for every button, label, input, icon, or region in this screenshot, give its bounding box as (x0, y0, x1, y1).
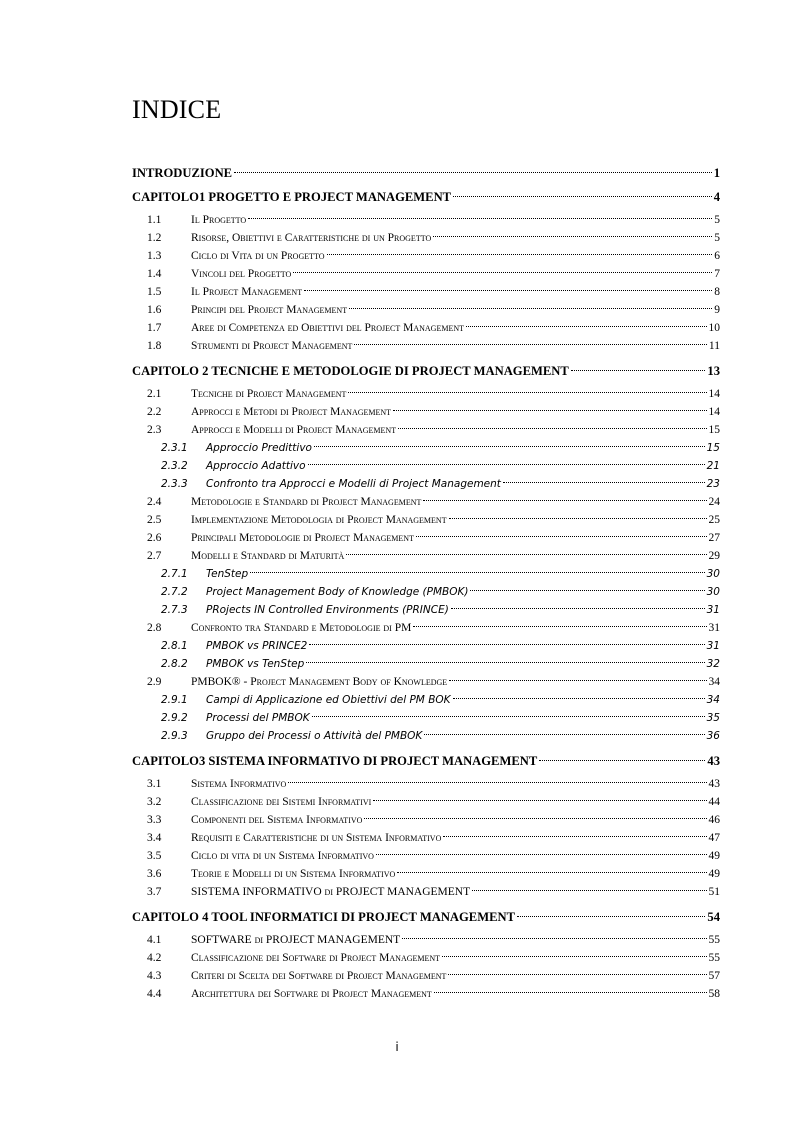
toc-section-entry[interactable] (132, 304, 720, 322)
toc-entry-title: Campi di Applicazione ed Obiettivi del PM BOK (206, 694, 451, 706)
toc-subsection-entry[interactable] (132, 478, 720, 496)
toc-entry-page: 44 (708, 796, 720, 808)
toc-entry-number: 2.8 (147, 622, 162, 634)
dot-leader (402, 937, 706, 939)
toc-entry-number: 1.5 (147, 286, 162, 298)
toc-entry-title: Project Management Body of Knowledge (PMBOK) (206, 586, 469, 598)
toc-entry-page: 36 (706, 730, 720, 742)
toc-entry-page: 35 (706, 712, 720, 724)
toc-entry-number: 2.9 (147, 676, 162, 688)
toc-chapter-entry[interactable] (132, 166, 720, 184)
dot-leader (451, 607, 705, 609)
toc-entry-page: 29 (708, 550, 720, 562)
toc-entry-number: 2.7.1 (161, 568, 188, 580)
toc-entry-title: Il Progetto (191, 214, 247, 226)
dot-leader (453, 195, 712, 197)
page-number: i (395, 1040, 399, 1054)
toc-section-entry[interactable] (132, 850, 720, 868)
dot-leader (312, 715, 705, 717)
toc-entry-number: 3.4 (147, 832, 162, 844)
toc-section-entry[interactable] (132, 406, 720, 424)
toc-entry-number: 2.5 (147, 514, 162, 526)
dot-leader (373, 799, 706, 801)
toc-entry-page: 7 (714, 268, 720, 280)
toc-entry-title: Aree di Competenza ed Obiettivi del Project Management (191, 322, 464, 334)
toc-entry-title: Criteri di Scelta dei Software di Project Management (191, 970, 447, 982)
dot-leader (397, 871, 706, 873)
dot-leader (308, 463, 705, 465)
toc-chapter-entry[interactable] (132, 190, 720, 208)
toc-section-entry[interactable] (132, 814, 720, 832)
toc-section-entry[interactable] (132, 622, 720, 640)
toc-entry-title: Approccio Predittivo (206, 442, 312, 454)
toc-section-entry[interactable] (132, 340, 720, 358)
toc-entry-title: CAPITOLO 4 TOOL INFORMATICI DI PROJECT MANAGEMENT (132, 910, 515, 924)
toc-section-entry[interactable] (132, 214, 720, 232)
toc-entry-number: 1.7 (147, 322, 162, 334)
dot-leader (293, 271, 712, 273)
toc-section-entry[interactable] (132, 424, 720, 442)
toc-entry-number: 2.7.3 (161, 604, 188, 616)
toc-entry-number: 2.3.3 (161, 478, 188, 490)
toc-entry-number: 3.7 (147, 886, 162, 898)
toc-entry-title: Approcci e Metodi di Project Management (191, 406, 392, 418)
dot-leader (539, 759, 705, 761)
toc-entry-number: 1.8 (147, 340, 162, 352)
toc-entry-page: 4 (713, 190, 720, 204)
dot-leader (346, 553, 706, 555)
toc-section-entry[interactable] (132, 676, 720, 694)
toc-subsection-entry[interactable] (132, 604, 720, 622)
dot-leader (453, 697, 705, 699)
toc-subsection-entry[interactable] (132, 568, 720, 586)
toc-entry-title: PRojects IN Controlled Environments (PRINCE) (206, 604, 449, 616)
dot-leader (306, 661, 704, 663)
toc-section-entry[interactable] (132, 988, 720, 1006)
toc-entry-number: 4.3 (147, 970, 162, 982)
toc-entry-page: 55 (708, 934, 720, 946)
toc-subsection-entry[interactable] (132, 442, 720, 460)
toc-entry-title: Requisiti e Caratteristiche di un Sistema Informativo (191, 832, 442, 844)
dot-leader (393, 409, 706, 411)
toc-section-entry[interactable] (132, 832, 720, 850)
dot-leader (424, 733, 704, 735)
toc-subsection-entry[interactable] (132, 694, 720, 712)
toc-entry-page: 57 (708, 970, 720, 982)
dot-leader (470, 589, 704, 591)
toc-entry-title: Architettura dei Software di Project Management (191, 988, 432, 1000)
toc-entry-page: 21 (706, 460, 720, 472)
toc-entry-title: Strumenti di Project Management (191, 340, 353, 352)
dot-leader (314, 445, 705, 447)
toc-entry-page: 5 (714, 214, 720, 226)
toc-section-entry[interactable] (132, 532, 720, 550)
toc-section-entry[interactable] (132, 322, 720, 340)
page-title: INDICE (132, 95, 222, 124)
dot-leader (472, 889, 706, 891)
toc-entry-page: 34 (706, 694, 720, 706)
toc-entry-number: 2.9.1 (161, 694, 188, 706)
dot-leader (309, 643, 704, 645)
toc-entry-page: 31 (706, 604, 720, 616)
toc-entry-page: 43 (708, 778, 720, 790)
toc-entry-page: 6 (714, 250, 720, 262)
dot-leader (449, 517, 707, 519)
toc-entry-title: SOFTWARE di PROJECT MANAGEMENT (191, 934, 401, 946)
toc-entry-number: 2.6 (147, 532, 162, 544)
toc-section-entry[interactable] (132, 388, 720, 406)
toc-entry-title: Teorie e Modelli di un Sistema Informativo (191, 868, 396, 880)
toc-entry-title: Principali Metodologie di Project Management (191, 532, 414, 544)
dot-leader (376, 853, 707, 855)
toc-section-entry[interactable] (132, 934, 720, 952)
toc-entry-number: 4.1 (147, 934, 162, 946)
toc-entry-title: SISTEMA INFORMATIVO di PROJECT MANAGEMENT (191, 886, 471, 898)
toc-entry-title: INTRODUZIONE (132, 166, 233, 180)
dot-leader (288, 781, 706, 783)
toc-entry-title: Confronto tra Standard e Metodologie di PM (191, 622, 412, 634)
toc-entry-title: Metodologie e Standard di Project Management (191, 496, 422, 508)
toc-entry-number: 4.2 (147, 952, 162, 964)
toc-entry-title: Processi del PMBOK (206, 712, 310, 724)
dot-leader (443, 835, 706, 837)
toc-chapter-entry[interactable] (132, 910, 720, 928)
toc-entry-page: 32 (706, 658, 720, 670)
toc-entry-title: Principi del Project Management (191, 304, 348, 316)
toc-entry-number: 3.1 (147, 778, 162, 790)
toc-entry-title: TenStep (206, 568, 249, 580)
toc-entry-number: 2.8.1 (161, 640, 188, 652)
toc-entry-title: CAPITOLO3 SISTEMA INFORMATIVO DI PROJECT MANAGEMENT (132, 754, 538, 768)
toc-entry-page: 1 (713, 166, 720, 180)
table-of-contents (132, 160, 720, 1006)
toc-entry-title: Gruppo dei Processi o Attività del PMBOK (206, 730, 423, 742)
toc-entry-page: 10 (708, 322, 720, 334)
toc-entry-number: 3.5 (147, 850, 162, 862)
dot-leader (250, 571, 704, 573)
toc-entry-number: 2.7.2 (161, 586, 188, 598)
toc-entry-page: 15 (706, 442, 720, 454)
toc-entry-title: Tecniche di Project Management (191, 388, 347, 400)
toc-entry-page: 58 (708, 988, 720, 1000)
toc-entry-page: 51 (708, 886, 720, 898)
dot-leader (466, 325, 707, 327)
toc-entry-number: 2.9.2 (161, 712, 188, 724)
dot-leader (304, 289, 712, 291)
toc-entry-number: 2.3.2 (161, 460, 188, 472)
toc-entry-page: 27 (708, 532, 720, 544)
toc-entry-page: 13 (707, 364, 720, 378)
toc-entry-page: 46 (708, 814, 720, 826)
dot-leader (442, 955, 706, 957)
dot-leader (398, 427, 706, 429)
toc-entry-page: 11 (708, 340, 720, 352)
dot-leader (416, 535, 707, 537)
toc-entry-number: 2.4 (147, 496, 162, 508)
toc-entry-title: Risorse, Obiettivi e Caratteristiche di un Progetto (191, 232, 432, 244)
toc-entry-title: Ciclo di vita di un Sistema Informativo (191, 850, 374, 862)
toc-entry-title: Modelli e Standard di Maturità (191, 550, 345, 562)
toc-entry-title: Ciclo di Vita di un Progetto (191, 250, 325, 262)
toc-entry-title: Il Project Management (191, 286, 303, 298)
toc-entry-number: 3.3 (147, 814, 162, 826)
toc-chapter-entry[interactable] (132, 364, 720, 382)
toc-section-entry[interactable] (132, 952, 720, 970)
toc-entry-page: 14 (708, 406, 720, 418)
toc-subsection-entry[interactable] (132, 730, 720, 748)
toc-entry-number: 1.1 (147, 214, 162, 226)
toc-section-entry[interactable] (132, 970, 720, 988)
toc-entry-page: 47 (708, 832, 720, 844)
toc-subsection-entry[interactable] (132, 586, 720, 604)
toc-section-entry[interactable] (132, 550, 720, 568)
toc-entry-number: 3.6 (147, 868, 162, 880)
toc-entry-page: 25 (708, 514, 720, 526)
toc-entry-page: 30 (706, 568, 720, 580)
toc-entry-page: 49 (708, 850, 720, 862)
toc-entry-number: 2.9.3 (161, 730, 188, 742)
toc-entry-number: 2.8.2 (161, 658, 188, 670)
toc-section-entry[interactable] (132, 514, 720, 532)
toc-entry-page: 54 (707, 910, 720, 924)
toc-entry-title: Confronto tra Approcci e Modelli di Project Management (206, 478, 501, 490)
toc-section-entry[interactable] (132, 232, 720, 250)
toc-section-entry[interactable] (132, 496, 720, 514)
toc-section-entry[interactable] (132, 886, 720, 904)
dot-leader (349, 307, 712, 309)
dot-leader (413, 625, 706, 627)
toc-entry-title: CAPITOLO1 PROGETTO E PROJECT MANAGEMENT (132, 190, 452, 204)
toc-subsection-entry[interactable] (132, 640, 720, 658)
toc-entry-page: 31 (708, 622, 720, 634)
toc-entry-number: 2.2 (147, 406, 162, 418)
toc-entry-title: Classificazione dei Sistemi Informativi (191, 796, 372, 808)
dot-leader (503, 481, 705, 483)
toc-entry-number: 1.6 (147, 304, 162, 316)
toc-entry-page: 31 (706, 640, 720, 652)
toc-entry-number: 2.3 (147, 424, 162, 436)
toc-section-entry[interactable] (132, 268, 720, 286)
toc-entry-title: CAPITOLO 2 TECNICHE E METODOLOGIE DI PROJECT MANAGEMENT (132, 364, 569, 378)
toc-entry-page: 23 (706, 478, 720, 490)
toc-section-entry[interactable] (132, 250, 720, 268)
toc-subsection-entry[interactable] (132, 712, 720, 730)
toc-entry-number: 4.4 (147, 988, 162, 1000)
toc-entry-page: 24 (708, 496, 720, 508)
toc-entry-title: PMBOK vs PRINCE2 (206, 640, 308, 652)
toc-entry-page: 43 (707, 754, 720, 768)
toc-entry-title: Implementazione Metodologia di Project Management (191, 514, 447, 526)
dot-leader (248, 217, 712, 219)
toc-entry-title: Approcci e Modelli di Project Management (191, 424, 397, 436)
dot-leader (234, 171, 712, 173)
toc-entry-title: PMBOK® - Project Management Body of Knowledge (191, 676, 448, 688)
dot-leader (364, 817, 706, 819)
dot-leader (517, 915, 705, 917)
dot-leader (571, 369, 706, 371)
toc-entry-number: 2.1 (147, 388, 162, 400)
toc-section-entry[interactable] (132, 778, 720, 796)
toc-entry-page: 14 (708, 388, 720, 400)
dot-leader (433, 235, 712, 237)
toc-entry-title: Classificazione dei Software di Project Management (191, 952, 441, 964)
dot-leader (348, 391, 706, 393)
toc-entry-page: 30 (706, 586, 720, 598)
toc-entry-number: 2.3.1 (161, 442, 188, 454)
toc-entry-number: 1.2 (147, 232, 162, 244)
toc-entry-page: 5 (714, 232, 720, 244)
dot-leader (354, 343, 707, 345)
toc-chapter-entry[interactable] (132, 754, 720, 772)
toc-entry-title: Approccio Adattivo (206, 460, 306, 472)
toc-entry-title: Vincoli del Progetto (191, 268, 292, 280)
dot-leader (327, 253, 713, 255)
dot-leader (448, 973, 706, 975)
toc-entry-title: Componenti del Sistema Informativo (191, 814, 363, 826)
toc-subsection-entry[interactable] (132, 460, 720, 478)
toc-entry-page: 15 (708, 424, 720, 436)
toc-entry-page: 49 (708, 868, 720, 880)
toc-entry-title: PMBOK vs TenStep (206, 658, 305, 670)
toc-entry-number: 3.2 (147, 796, 162, 808)
toc-entry-number: 1.3 (147, 250, 162, 262)
dot-leader (434, 991, 707, 993)
toc-entry-page: 8 (714, 286, 720, 298)
toc-entry-title: Sistema Informativo (191, 778, 287, 790)
toc-section-entry[interactable] (132, 286, 720, 304)
toc-section-entry[interactable] (132, 868, 720, 886)
toc-entry-number: 2.7 (147, 550, 162, 562)
toc-subsection-entry[interactable] (132, 658, 720, 676)
toc-entry-page: 34 (708, 676, 720, 688)
toc-entry-page: 55 (708, 952, 720, 964)
toc-section-entry[interactable] (132, 796, 720, 814)
dot-leader (423, 499, 706, 501)
dot-leader (449, 679, 706, 681)
toc-entry-number: 1.4 (147, 268, 162, 280)
toc-entry-page: 9 (714, 304, 720, 316)
